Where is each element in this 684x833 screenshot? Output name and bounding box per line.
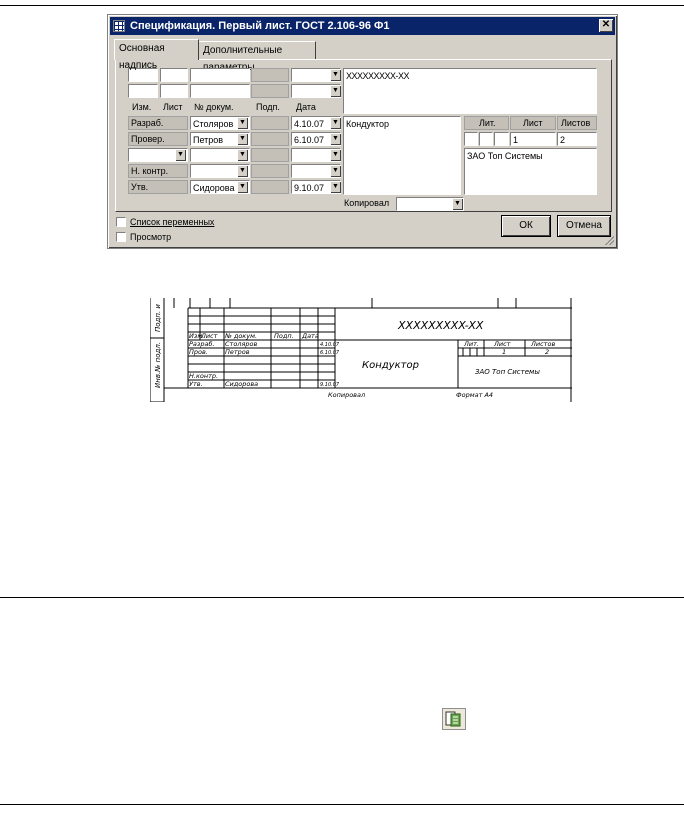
chevron-down-icon[interactable]: ▼	[330, 165, 341, 177]
drawing-role: Н.контр.	[189, 372, 219, 380]
header-izm: Изм.	[132, 102, 152, 112]
sheets-header: Листов	[561, 118, 591, 128]
sheet-header-cell	[510, 116, 556, 130]
lit-field-1[interactable]	[464, 132, 478, 146]
role-label: Разраб.	[131, 118, 164, 128]
top-rule	[0, 5, 684, 6]
lit-field-3[interactable]	[494, 132, 509, 146]
header-ndoc: № докум.	[194, 102, 234, 112]
chevron-down-icon[interactable]: ▼	[330, 133, 341, 145]
header-podp: Подп.	[256, 102, 280, 112]
sign-cell	[251, 132, 289, 146]
drawing-sheet-value: 1	[502, 348, 507, 356]
product-name-value: Кондуктор	[346, 119, 390, 129]
chevron-down-icon[interactable]: ▼	[175, 149, 186, 161]
preview-checkbox[interactable]	[116, 232, 126, 242]
drawing-name: Петров	[225, 348, 250, 356]
sheet-header: Лист	[523, 118, 543, 128]
drawing-designation: XXXXXXXXX-XX	[398, 319, 484, 332]
role-label: Провер.	[131, 134, 165, 144]
close-button[interactable]: ✕	[599, 19, 613, 32]
organization-value: ЗАО Топ Системы	[467, 151, 543, 161]
drawing-product-name: Кондуктор	[362, 360, 419, 371]
drawing-sheets-value: 2	[545, 348, 550, 356]
name-field[interactable]: Сидорова	[190, 180, 250, 194]
date-field[interactable]: 6.10.07	[291, 132, 341, 146]
preview-label[interactable]: Просмотр	[130, 232, 172, 242]
change-field-r2-izm[interactable]	[128, 84, 158, 98]
sheets-field[interactable]: 2	[557, 132, 597, 146]
sign-cell	[251, 116, 289, 130]
sheets-header-cell	[557, 116, 597, 130]
dialog-title: Спецификация. Первый лист. ГОСТ 2.106-96 Ф1	[130, 20, 390, 32]
tab-main-inscription[interactable]: Основная надпись	[114, 39, 199, 60]
change-field-r1-ndoc[interactable]	[190, 68, 250, 82]
drawing-name: Столяров	[225, 340, 258, 348]
resize-grip-icon[interactable]	[604, 235, 614, 245]
date-field[interactable]: 9.10.07	[291, 180, 341, 194]
drawing-header-podp: Подп.	[274, 332, 294, 340]
drawing-date: 6.10.07	[320, 350, 340, 356]
drawing-date: 4.10.07	[320, 342, 340, 348]
cancel-button[interactable]: Отмена	[558, 216, 610, 236]
product-name-field[interactable]	[343, 116, 461, 195]
drawing-role: Разраб.	[189, 340, 215, 348]
change-field-r1-sign	[251, 68, 289, 82]
role-label: Н. контр.	[131, 166, 169, 176]
name-field[interactable]: Петров	[190, 132, 250, 146]
designation-field[interactable]	[343, 68, 597, 114]
header-data: Дата	[296, 102, 316, 112]
chevron-down-icon[interactable]: ▼	[237, 181, 248, 193]
role-label: Утв.	[131, 182, 149, 192]
change-field-r2-list[interactable]	[160, 84, 188, 98]
chevron-down-icon[interactable]: ▼	[237, 133, 248, 145]
drawing-organization: ЗАО Топ Системы	[475, 368, 540, 376]
drawing-header-list: Лист	[201, 332, 218, 340]
chevron-down-icon[interactable]: ▼	[237, 117, 248, 129]
variables-list-label[interactable]: Список переменных	[130, 217, 215, 227]
drawing-format-label: Формат А4	[456, 391, 494, 399]
drawing-sheets-header: Листов	[531, 340, 556, 348]
drawing-header-ndoc: № докум.	[225, 332, 258, 340]
drawing-role: Пров.	[189, 348, 208, 356]
drawing-name: Сидорова	[225, 380, 259, 388]
sheet-field[interactable]: 1	[510, 132, 556, 146]
tab-additional-parameters[interactable]: Дополнительные	[198, 41, 316, 59]
dialog-titlebar[interactable]	[110, 17, 615, 35]
organization-field[interactable]	[464, 148, 597, 195]
chevron-down-icon[interactable]: ▼	[237, 149, 248, 161]
drawing-header-data: Дата	[302, 332, 319, 340]
drawing-role: Утв.	[189, 380, 203, 388]
specification-icon[interactable]	[442, 708, 466, 730]
role-cell	[128, 164, 188, 178]
ok-button[interactable]: ОК	[502, 216, 550, 236]
role-cell	[128, 116, 188, 130]
middle-rule	[0, 597, 684, 598]
chevron-down-icon[interactable]: ▼	[330, 69, 341, 81]
change-field-r1-list[interactable]	[160, 68, 188, 82]
drawing-left-label-inv: Инв.№ подл.	[154, 341, 162, 388]
designation-value: XXXXXXXXX-XX	[346, 71, 410, 81]
chevron-down-icon[interactable]: ▼	[452, 198, 463, 210]
table-icon	[113, 20, 125, 32]
drawing-sheet-header: Лист	[494, 340, 511, 348]
chevron-down-icon[interactable]: ▼	[237, 165, 248, 177]
lit-header: Лит.	[479, 118, 496, 128]
change-field-r2-sign	[251, 84, 289, 98]
drawing-lit-header: Лит.	[464, 340, 479, 348]
name-field[interactable]: Столяров	[190, 116, 250, 130]
variables-list-checkbox[interactable]	[116, 217, 126, 227]
header-list: Лист	[163, 102, 183, 112]
chevron-down-icon[interactable]: ▼	[330, 181, 341, 193]
drawing-left-label-sign: Подп. и	[154, 304, 162, 332]
title-block-preview	[150, 298, 572, 402]
sign-cell	[251, 148, 289, 162]
sign-cell	[251, 180, 289, 194]
copied-label: Копировал	[344, 198, 390, 208]
change-field-r2-ndoc[interactable]	[190, 84, 250, 98]
role-cell	[128, 132, 188, 146]
date-field[interactable]: 4.10.07	[291, 116, 341, 130]
main-inscription-panel	[115, 59, 612, 212]
drawing-copied-label: Копировал	[328, 391, 366, 399]
role-cell	[128, 180, 188, 194]
specification-glyph-icon	[443, 709, 465, 729]
chevron-down-icon[interactable]: ▼	[330, 85, 341, 97]
lit-field-2[interactable]	[479, 132, 493, 146]
bottom-rule	[0, 804, 684, 805]
drawing-date: 9.10.07	[320, 382, 340, 388]
chevron-down-icon[interactable]: ▼	[330, 117, 341, 129]
drawing-header-izm: Изм.	[189, 332, 205, 340]
chevron-down-icon[interactable]: ▼	[330, 149, 341, 161]
sign-cell	[251, 164, 289, 178]
specification-dialog	[107, 14, 618, 249]
lit-header-cell	[464, 116, 509, 130]
